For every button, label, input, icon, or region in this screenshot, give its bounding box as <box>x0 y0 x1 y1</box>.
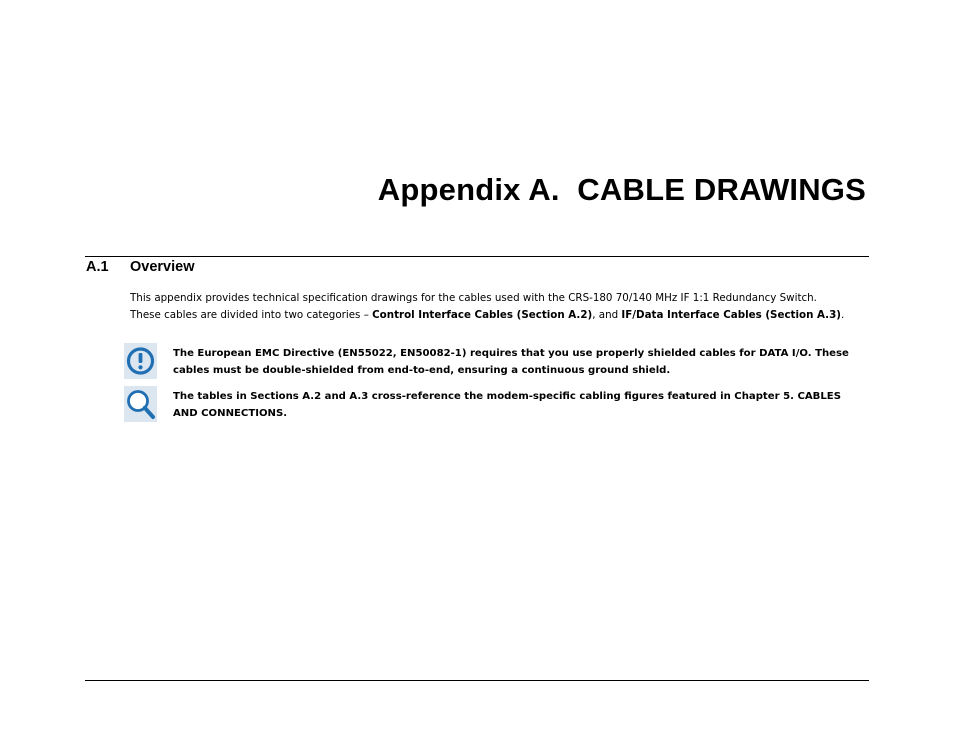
intro-end: . <box>840 308 845 321</box>
footer-divider <box>85 680 869 681</box>
header-divider <box>85 256 869 257</box>
category-if-data-interface: IF/Data Interface Cables (Section A.3) <box>621 308 841 321</box>
page-title: Appendix A. CABLE DRAWINGS <box>377 172 866 207</box>
reference-note-text: The tables in Sections A.2 and A.3 cross-reference the modem-specific cabling figures featured in Chapter 5. CABLES AND CONNECTIONS. <box>173 391 841 419</box>
reference-note <box>124 386 853 422</box>
intro-connector: , and <box>592 308 622 321</box>
category-control-interface: Control Interface Cables (Section A.2) <box>372 308 593 321</box>
important-note <box>124 343 853 379</box>
section-number: A.1 <box>86 259 109 275</box>
intro-line-1: This appendix provides technical specification drawings for the cables used with the CRS-180 70/140 MHz IF 1:1 Redundancy Switch. <box>130 292 817 304</box>
important-exclamation-icon <box>124 343 157 379</box>
intro-paragraph <box>130 290 850 323</box>
section-heading <box>86 259 195 275</box>
section-title: Overview <box>130 259 195 275</box>
magnifier-reference-icon <box>124 386 157 422</box>
important-note-text: The European EMC Directive (EN55022, EN50082-1) requires that you use properly shielded cables for DATA I/O. These cables must be double-shielded from end-to-end, ensuring a continuous ground shield. <box>173 348 849 376</box>
intro-line-2-prefix: These cables are divided into two categories – <box>130 308 373 321</box>
